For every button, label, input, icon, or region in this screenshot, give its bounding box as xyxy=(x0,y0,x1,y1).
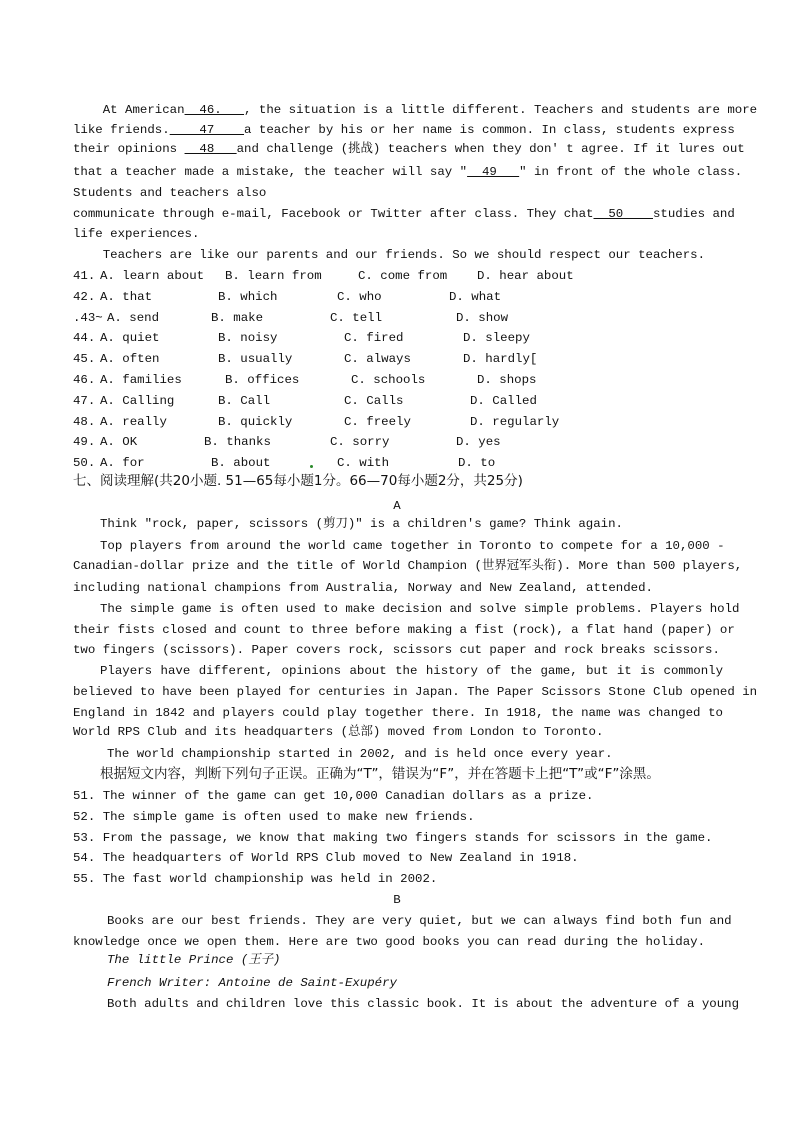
passage-a-line: World RPS Club and its headquarters (总部) moved from London to Toronto. xyxy=(73,725,604,739)
tf-instruction: 根据短文内容，判断下列句子正误。正确为“T”，错误为“F”，并在答题卡上把“T”或“F”涂黑。 xyxy=(100,766,660,782)
option-d: D. show xyxy=(456,311,509,325)
tf-item-51: 51. The winner of the game can get 10,000 Canadian dollars as a prize. xyxy=(73,789,594,803)
passage-line-4: that a teacher made a mistake, the teacher will say " 49 " in front of the whole class. xyxy=(73,165,743,179)
option-num: 49. xyxy=(73,435,96,449)
option-c: C. freely xyxy=(344,415,411,429)
option-num: 50. xyxy=(73,456,96,470)
passage-a-line: Canadian-dollar prize and the title of World Champion (世界冠军头衔). More than 500 players, xyxy=(73,559,743,573)
tf-item-53: 53. From the passage, we know that making two fingers stands for scissors in the game. xyxy=(73,831,713,845)
option-a: A. really xyxy=(100,415,167,429)
option-num: .43~ xyxy=(73,311,103,325)
option-c: C. tell xyxy=(330,311,383,325)
passage-b-line: knowledge once we open them. Here are two good books you can read during the holiday. xyxy=(73,935,706,949)
option-b: B. offices xyxy=(225,373,300,387)
book-writer: French Writer: Antoine de Saint-Exupéry xyxy=(107,976,397,990)
passage-label-b: B xyxy=(393,893,401,907)
blank-50: 50 xyxy=(593,207,653,221)
passage-line-6: communicate through e-mail, Facebook or Twitter after class. They chat 50 studies and xyxy=(73,207,735,221)
option-num: 44. xyxy=(73,331,96,345)
passage-a-line: Think "rock, paper, scissors (剪刀)" is a children's game? Think again. xyxy=(100,517,623,531)
passage-a-line: believed to have been played for centuries in Japan. The Paper Scissors Stone Club opened in xyxy=(73,685,758,699)
book-title: The little Prince (王子) xyxy=(107,953,281,967)
option-b: B. usually xyxy=(218,352,293,366)
option-c: C. with xyxy=(337,456,390,470)
option-b: B. which xyxy=(218,290,278,304)
option-b: B. Call xyxy=(218,394,271,408)
option-b: B. quickly xyxy=(218,415,293,429)
option-num: 48. xyxy=(73,415,96,429)
option-d: D. regularly xyxy=(470,415,560,429)
option-a: A. learn about xyxy=(100,269,205,283)
option-c: C. fired xyxy=(344,331,404,345)
passage-a-line: Players have different, opinions about the history of the game, but it is commonly xyxy=(100,664,723,678)
option-num: 41. xyxy=(73,269,96,283)
passage-line-7: life experiences. xyxy=(73,227,200,241)
option-d: D. Called xyxy=(470,394,537,408)
passage-closing: Teachers are like our parents and our friends. So we should respect our teachers. xyxy=(73,248,706,262)
option-a: A. families xyxy=(100,373,182,387)
passage-a-line: England in 1842 and players could play together there. In 1918, the name was changed to xyxy=(73,706,723,720)
option-num: 47. xyxy=(73,394,96,408)
option-d: D. shops xyxy=(477,373,537,387)
option-d: D. hear about xyxy=(477,269,574,283)
option-c: C. sorry xyxy=(330,435,390,449)
option-b: B. learn from xyxy=(225,269,322,283)
option-a: A. send xyxy=(107,311,160,325)
option-a: A. for xyxy=(100,456,145,470)
passage-a-line: their fists closed and count to three before making a fist (rock), a flat hand (paper) or xyxy=(73,623,735,637)
option-a: A. Calling xyxy=(100,394,175,408)
passage-a-line: The world championship started in 2002, and is held once every year. xyxy=(107,747,613,761)
passage-line-2: like friends. 47 a teacher by his or her name is common. In class, students express xyxy=(73,123,735,137)
section-heading: 七、阅读理解(共20小题. 51—65每小题1分。66—70每小题2分，共25分) xyxy=(73,473,523,489)
option-a: A. often xyxy=(100,352,160,366)
option-a: A. that xyxy=(100,290,153,304)
option-d: D. sleepy xyxy=(463,331,530,345)
option-d: D. hardly[ xyxy=(463,352,538,366)
passage-line-5: Students and teachers also xyxy=(73,186,267,200)
option-d: D. yes xyxy=(456,435,501,449)
passage-line-3: their opinions 48 and challenge (挑战) teachers when they don' t agree. If it lures out xyxy=(73,142,745,156)
option-a: A. OK xyxy=(100,435,138,449)
option-c: C. come from xyxy=(358,269,448,283)
option-d: D. to xyxy=(458,456,496,470)
option-b: B. noisy xyxy=(218,331,278,345)
option-num: 45. xyxy=(73,352,96,366)
option-b: B. thanks xyxy=(204,435,271,449)
passage-a-line: Top players from around the world came together in Toronto to compete for a 10,000 - xyxy=(100,539,725,553)
blank-47: 47 xyxy=(169,123,245,137)
tf-item-54: 54. The headquarters of World RPS Club moved to New Zealand in 1918. xyxy=(73,851,579,865)
passage-b-line: Both adults and children love this classic book. It is about the adventure of a young xyxy=(107,997,740,1011)
tf-item-55: 55. The fast world championship was held in 2002. xyxy=(73,872,438,886)
option-d: D. what xyxy=(449,290,502,304)
passage-a-line: The simple game is often used to make decision and solve simple problems. Players hold xyxy=(100,602,740,616)
option-c: C. schools xyxy=(351,373,426,387)
blank-48: 48 xyxy=(184,142,237,156)
option-num: 42. xyxy=(73,290,96,304)
passage-b-line: Books are our best friends. They are very quiet, but we can always find both fun and xyxy=(107,914,732,928)
option-c: C. always xyxy=(344,352,411,366)
option-a: A. quiet xyxy=(100,331,160,345)
stray-mark xyxy=(310,465,313,468)
tf-item-52: 52. The simple game is often used to make new friends. xyxy=(73,810,475,824)
option-num: 46. xyxy=(73,373,96,387)
passage-line-1: At American 46. , the situation is a little different. Teachers and students are more xyxy=(73,103,758,117)
option-c: C. who xyxy=(337,290,382,304)
passage-a-line: two fingers (scissors). Paper covers rock, scissors cut paper and rock breaks scissors. xyxy=(73,643,720,657)
passage-a-line: including national champions from Australia, Norway and New Zealand, attended. xyxy=(73,581,653,595)
option-c: C. Calls xyxy=(344,394,404,408)
blank-46: 46. xyxy=(184,103,245,117)
option-b: B. about xyxy=(211,456,271,470)
option-b: B. make xyxy=(211,311,264,325)
blank-49: 49 xyxy=(467,165,520,179)
passage-label-a: A xyxy=(393,499,401,513)
